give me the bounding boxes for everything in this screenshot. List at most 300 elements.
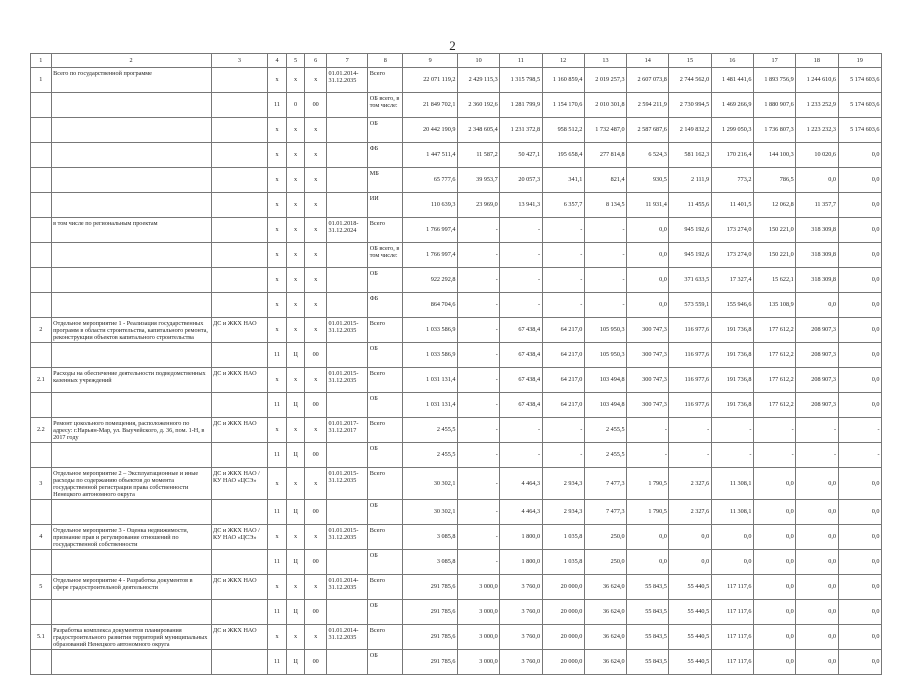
value-cell: 0,0	[838, 393, 882, 418]
row-name-cell	[51, 293, 211, 318]
value-cell: -	[457, 524, 499, 549]
code-cell: x	[286, 168, 305, 193]
value-cell: 2 607 073,8	[627, 68, 669, 93]
period-cell	[327, 599, 368, 624]
code-cell: x	[305, 268, 327, 293]
row-number-cell	[31, 218, 52, 243]
value-cell: 0,0	[796, 649, 838, 674]
row-number-cell	[31, 243, 52, 268]
code-cell: x	[268, 468, 287, 500]
value-cell: 0,0	[838, 243, 882, 268]
value-cell: 150 221,0	[753, 243, 795, 268]
value-cell: -	[457, 343, 499, 368]
period-cell: 01.01.2015-31.12.2035	[327, 318, 368, 343]
value-cell: 55 843,5	[627, 649, 669, 674]
value-cell: 0,0	[838, 368, 882, 393]
value-cell: 55 440,5	[669, 649, 711, 674]
responsible-cell	[211, 343, 268, 368]
header-cell: 17	[753, 54, 795, 68]
row-number-cell	[31, 268, 52, 293]
source-cell: ИИ	[368, 193, 403, 218]
code-cell: 11	[268, 649, 287, 674]
value-cell: 1 766 997,4	[403, 218, 458, 243]
responsible-cell: ДС и ЖКХ НАО	[211, 624, 268, 649]
row-number-cell: 5.1	[31, 624, 52, 649]
value-cell: 36 624,0	[584, 599, 626, 624]
value-cell: 177 612,2	[753, 318, 795, 343]
value-cell: 2 327,6	[669, 499, 711, 524]
code-cell: 11	[268, 549, 287, 574]
table-row	[31, 368, 882, 393]
value-cell: 0,0	[796, 499, 838, 524]
value-cell: 1 244 610,6	[796, 68, 838, 93]
code-cell: x	[305, 624, 327, 649]
value-cell: -	[669, 443, 711, 468]
value-cell: 4 464,3	[500, 499, 542, 524]
period-cell: 01.01.2014-31.12.2035	[327, 574, 368, 599]
value-cell: 0,0	[796, 524, 838, 549]
code-cell: x	[305, 118, 327, 143]
row-number-cell: 2	[31, 318, 52, 343]
responsible-cell	[211, 649, 268, 674]
value-cell: 2 587 687,6	[627, 118, 669, 143]
code-cell: x	[268, 268, 287, 293]
value-cell: 250,0	[584, 524, 626, 549]
value-cell: 8 134,5	[584, 193, 626, 218]
table-row	[31, 268, 882, 293]
row-number-cell	[31, 193, 52, 218]
row-name-cell	[51, 499, 211, 524]
value-cell: 0,0	[753, 599, 795, 624]
row-name-cell	[51, 168, 211, 193]
row-name-cell	[51, 268, 211, 293]
value-cell: 3 760,0	[500, 624, 542, 649]
value-cell: 318 309,8	[796, 243, 838, 268]
value-cell: 291 785,6	[403, 574, 458, 599]
header-cell: 10	[457, 54, 499, 68]
value-cell: -	[457, 218, 499, 243]
value-cell: 36 624,0	[584, 649, 626, 674]
value-cell: 0,0	[796, 599, 838, 624]
value-cell: 64 217,0	[542, 343, 584, 368]
value-cell: 103 494,8	[584, 368, 626, 393]
code-cell: x	[305, 193, 327, 218]
responsible-cell	[211, 93, 268, 118]
value-cell: -	[542, 243, 584, 268]
value-cell: 55 440,5	[669, 599, 711, 624]
period-cell: 01.01.2015-31.12.2035	[327, 524, 368, 549]
value-cell: 341,1	[542, 168, 584, 193]
row-number-cell	[31, 499, 52, 524]
value-cell: 0,0	[753, 624, 795, 649]
row-number-cell	[31, 443, 52, 468]
code-cell: 00	[305, 343, 327, 368]
value-cell: 0,0	[627, 218, 669, 243]
value-cell: 300 747,3	[627, 343, 669, 368]
code-cell: x	[268, 68, 287, 93]
code-cell: x	[268, 143, 287, 168]
value-cell: 20 442 190,9	[403, 118, 458, 143]
value-cell: 0,0	[753, 549, 795, 574]
source-cell: Всего	[368, 318, 403, 343]
table-row	[31, 343, 882, 368]
code-cell: x	[286, 624, 305, 649]
value-cell: -	[500, 293, 542, 318]
period-cell: 01.01.2015-31.12.2035	[327, 468, 368, 500]
value-cell: 3 085,8	[403, 549, 458, 574]
code-cell: x	[286, 143, 305, 168]
period-cell	[327, 268, 368, 293]
value-cell: 7 477,3	[584, 499, 626, 524]
row-name-cell: Разработка комплекса документов планирования градостроительного развития территорий муниципальных образований Ненецкого автономного округа	[51, 624, 211, 649]
value-cell: -	[457, 468, 499, 500]
code-cell: x	[305, 574, 327, 599]
value-cell: 11 401,5	[711, 193, 753, 218]
responsible-cell	[211, 168, 268, 193]
code-cell: x	[268, 318, 287, 343]
value-cell: 3 760,0	[500, 599, 542, 624]
value-cell: 21 849 702,1	[403, 93, 458, 118]
value-cell: 1 893 756,9	[753, 68, 795, 93]
value-cell: -	[796, 418, 838, 443]
value-cell: 786,5	[753, 168, 795, 193]
table-row	[31, 243, 882, 268]
code-cell: x	[305, 143, 327, 168]
value-cell: 15 622,1	[753, 268, 795, 293]
value-cell: 0,0	[711, 524, 753, 549]
code-cell: x	[305, 468, 327, 500]
value-cell: 300 747,3	[627, 368, 669, 393]
value-cell: 0,0	[838, 624, 882, 649]
table-row	[31, 599, 882, 624]
value-cell: 0,0	[627, 243, 669, 268]
value-cell: 12 062,8	[753, 193, 795, 218]
value-cell: -	[457, 368, 499, 393]
code-cell: Ц	[286, 443, 305, 468]
code-cell: x	[268, 243, 287, 268]
value-cell: 1 154 170,6	[542, 93, 584, 118]
responsible-cell: ДС и ЖКХ НАО	[211, 318, 268, 343]
code-cell: x	[286, 118, 305, 143]
program-budget-table	[30, 53, 882, 675]
value-cell: -	[457, 268, 499, 293]
value-cell: -	[457, 443, 499, 468]
value-cell: 0,0	[838, 168, 882, 193]
value-cell: 1 033 586,9	[403, 343, 458, 368]
value-cell: 1 732 487,0	[584, 118, 626, 143]
value-cell: 2 149 832,2	[669, 118, 711, 143]
value-cell: 117 117,6	[711, 649, 753, 674]
code-cell: x	[286, 68, 305, 93]
value-cell: 2 594 211,9	[627, 93, 669, 118]
value-cell: 50 427,1	[500, 143, 542, 168]
table-body	[31, 54, 882, 675]
row-name-cell: Ремонт цокольного помещения, расположенного по адресу: г.Нарьян-Мар, ул. Выучейского, д. 36, пом. 1-Н, в 2017 году	[51, 418, 211, 443]
value-cell: 4 464,3	[500, 468, 542, 500]
header-cell: 19	[838, 54, 882, 68]
value-cell: 300 747,3	[627, 393, 669, 418]
period-cell	[327, 393, 368, 418]
value-cell: -	[457, 293, 499, 318]
value-cell: 1 447 511,4	[403, 143, 458, 168]
value-cell: 0,0	[838, 499, 882, 524]
value-cell: 1 031 131,4	[403, 393, 458, 418]
row-name-cell	[51, 343, 211, 368]
value-cell: 2 019 257,3	[584, 68, 626, 93]
code-cell: Ц	[286, 649, 305, 674]
source-cell: ФБ	[368, 293, 403, 318]
value-cell: 930,5	[627, 168, 669, 193]
code-cell: x	[268, 168, 287, 193]
value-cell: 30 302,1	[403, 468, 458, 500]
value-cell: 773,2	[711, 168, 753, 193]
code-cell: x	[286, 368, 305, 393]
code-cell: 11	[268, 599, 287, 624]
value-cell: 208 907,3	[796, 393, 838, 418]
value-cell: 2 934,3	[542, 468, 584, 500]
value-cell: -	[542, 293, 584, 318]
value-cell: 36 624,0	[584, 624, 626, 649]
value-cell: 150 221,0	[753, 218, 795, 243]
value-cell: -	[838, 443, 882, 468]
value-cell: 117 117,6	[711, 599, 753, 624]
header-cell: 11	[500, 54, 542, 68]
source-cell: Всего	[368, 574, 403, 599]
value-cell: 291 785,6	[403, 624, 458, 649]
code-cell: 11	[268, 443, 287, 468]
code-cell: Ц	[286, 549, 305, 574]
value-cell: 1 299 050,3	[711, 118, 753, 143]
value-cell: -	[796, 443, 838, 468]
code-cell: 11	[268, 93, 287, 118]
value-cell: 1 880 907,6	[753, 93, 795, 118]
source-cell: ОБ	[368, 443, 403, 468]
period-cell: 01.01.2018-31.12.2024	[327, 218, 368, 243]
row-name-cell	[51, 649, 211, 674]
value-cell: 23 969,0	[457, 193, 499, 218]
value-cell: 318 309,8	[796, 218, 838, 243]
value-cell: 371 633,5	[669, 268, 711, 293]
code-cell: x	[305, 243, 327, 268]
value-cell: 1 790,5	[627, 499, 669, 524]
value-cell: 1 231 372,8	[500, 118, 542, 143]
code-cell: x	[305, 68, 327, 93]
value-cell: 110 639,3	[403, 193, 458, 218]
code-cell: 00	[305, 649, 327, 674]
source-cell: Всего	[368, 624, 403, 649]
value-cell: -	[669, 418, 711, 443]
value-cell: 1 800,0	[500, 524, 542, 549]
header-cell: 1	[31, 54, 52, 68]
row-name-cell	[51, 118, 211, 143]
code-cell: Ц	[286, 343, 305, 368]
table-row	[31, 549, 882, 574]
source-cell: МБ	[368, 168, 403, 193]
value-cell: 105 950,3	[584, 318, 626, 343]
source-cell: Всего	[368, 368, 403, 393]
value-cell: 0,0	[838, 218, 882, 243]
value-cell: 191 736,8	[711, 343, 753, 368]
table-row	[31, 193, 882, 218]
table-row	[31, 574, 882, 599]
value-cell: 1 800,0	[500, 549, 542, 574]
value-cell: 191 736,8	[711, 318, 753, 343]
value-cell: -	[500, 218, 542, 243]
period-cell	[327, 143, 368, 168]
value-cell: 1 766 997,4	[403, 243, 458, 268]
source-cell: ОБ всего, в том числе:	[368, 93, 403, 118]
code-cell: 11	[268, 499, 287, 524]
value-cell: -	[627, 418, 669, 443]
value-cell: 20 000,0	[542, 599, 584, 624]
value-cell: 7 477,3	[584, 468, 626, 500]
code-cell: x	[268, 418, 287, 443]
value-cell: 1 281 799,9	[500, 93, 542, 118]
value-cell: 864 704,6	[403, 293, 458, 318]
code-cell: x	[286, 468, 305, 500]
value-cell: 2 455,5	[584, 443, 626, 468]
code-cell: x	[305, 524, 327, 549]
value-cell: 177 612,2	[753, 368, 795, 393]
code-cell: x	[286, 268, 305, 293]
period-cell	[327, 243, 368, 268]
responsible-cell: ДС и ЖКХ НАО	[211, 368, 268, 393]
row-number-cell: 1	[31, 68, 52, 93]
row-number-cell	[31, 599, 52, 624]
source-cell: ОБ всего, в том числе:	[368, 243, 403, 268]
value-cell: 2 348 605,4	[457, 118, 499, 143]
value-cell: 0,0	[796, 574, 838, 599]
value-cell: -	[457, 418, 499, 443]
value-cell: -	[711, 443, 753, 468]
value-cell: 0,0	[753, 499, 795, 524]
value-cell: 0,0	[838, 293, 882, 318]
header-cell: 6	[305, 54, 327, 68]
value-cell: 0,0	[838, 649, 882, 674]
value-cell: 191 736,8	[711, 393, 753, 418]
value-cell: 2 327,6	[669, 468, 711, 500]
value-cell: -	[584, 293, 626, 318]
row-number-cell	[31, 293, 52, 318]
value-cell: 11 931,4	[627, 193, 669, 218]
value-cell: 177 612,2	[753, 343, 795, 368]
value-cell: 1 160 859,4	[542, 68, 584, 93]
value-cell: 11 308,1	[711, 499, 753, 524]
value-cell: 922 292,8	[403, 268, 458, 293]
responsible-cell: ДС и ЖКХ НАО	[211, 574, 268, 599]
responsible-cell	[211, 218, 268, 243]
value-cell: 1 315 798,5	[500, 68, 542, 93]
value-cell: -	[753, 443, 795, 468]
row-name-cell	[51, 93, 211, 118]
responsible-cell	[211, 268, 268, 293]
value-cell: 173 274,0	[711, 243, 753, 268]
value-cell: 318 309,8	[796, 268, 838, 293]
code-cell: x	[286, 243, 305, 268]
responsible-cell	[211, 193, 268, 218]
value-cell: 250,0	[584, 549, 626, 574]
table-row	[31, 293, 882, 318]
value-cell: -	[753, 418, 795, 443]
value-cell: 821,4	[584, 168, 626, 193]
row-number-cell	[31, 168, 52, 193]
header-cell: 14	[627, 54, 669, 68]
source-cell: ОБ	[368, 118, 403, 143]
code-cell: 00	[305, 393, 327, 418]
code-cell: x	[268, 218, 287, 243]
header-cell: 12	[542, 54, 584, 68]
responsible-cell	[211, 499, 268, 524]
value-cell: 0,0	[753, 524, 795, 549]
row-name-cell: Отдельное мероприятие 3 - Оценка недвижимости, признание прав и регулирование отношений по государственной собственности	[51, 524, 211, 549]
value-cell: 1 033 586,9	[403, 318, 458, 343]
value-cell: 2 455,5	[584, 418, 626, 443]
value-cell: 208 907,3	[796, 318, 838, 343]
value-cell: 65 777,6	[403, 168, 458, 193]
value-cell: 117 117,6	[711, 624, 753, 649]
period-cell: 01.01.2014-31.12.2035	[327, 624, 368, 649]
value-cell: -	[542, 418, 584, 443]
period-cell	[327, 168, 368, 193]
value-cell: 5 174 603,6	[838, 93, 882, 118]
value-cell: 116 977,6	[669, 343, 711, 368]
row-number-cell	[31, 393, 52, 418]
row-number-cell	[31, 118, 52, 143]
value-cell: -	[627, 443, 669, 468]
period-cell	[327, 443, 368, 468]
value-cell: 1 233 252,9	[796, 93, 838, 118]
value-cell: 0,0	[753, 468, 795, 500]
table-row	[31, 318, 882, 343]
period-cell	[327, 118, 368, 143]
value-cell: 116 977,6	[669, 368, 711, 393]
value-cell: 0,0	[838, 549, 882, 574]
value-cell: 0,0	[838, 343, 882, 368]
value-cell: -	[457, 499, 499, 524]
value-cell: 291 785,6	[403, 649, 458, 674]
table-row	[31, 524, 882, 549]
value-cell: 3 000,0	[457, 574, 499, 599]
code-cell: x	[286, 524, 305, 549]
row-name-cell: Отдельное мероприятие 1 - Реализация государственных программ в области строительства, капитального ремонта, реконструкции объектов капитального строительства	[51, 318, 211, 343]
value-cell: 11 308,1	[711, 468, 753, 500]
source-cell: ФБ	[368, 143, 403, 168]
value-cell: 170 216,4	[711, 143, 753, 168]
table-row	[31, 649, 882, 674]
row-name-cell	[51, 549, 211, 574]
table-row	[31, 443, 882, 468]
period-cell	[327, 193, 368, 218]
value-cell: -	[584, 243, 626, 268]
header-cell: 7	[327, 54, 368, 68]
row-number-cell	[31, 343, 52, 368]
value-cell: 1 031 131,4	[403, 368, 458, 393]
code-cell: 0	[286, 93, 305, 118]
value-cell: 573 559,1	[669, 293, 711, 318]
source-cell: Всего	[368, 418, 403, 443]
value-cell: -	[542, 268, 584, 293]
responsible-cell	[211, 143, 268, 168]
value-cell: 0,0	[796, 624, 838, 649]
value-cell: 1 790,5	[627, 468, 669, 500]
source-cell: ОБ	[368, 599, 403, 624]
value-cell: 2 010 301,8	[584, 93, 626, 118]
code-cell: x	[268, 524, 287, 549]
value-cell: 103 494,8	[584, 393, 626, 418]
value-cell: 5 174 603,6	[838, 118, 882, 143]
responsible-cell: ДС и ЖКХ НАО / КУ НАО «ЦСЭ»	[211, 468, 268, 500]
value-cell: 0,0	[627, 268, 669, 293]
